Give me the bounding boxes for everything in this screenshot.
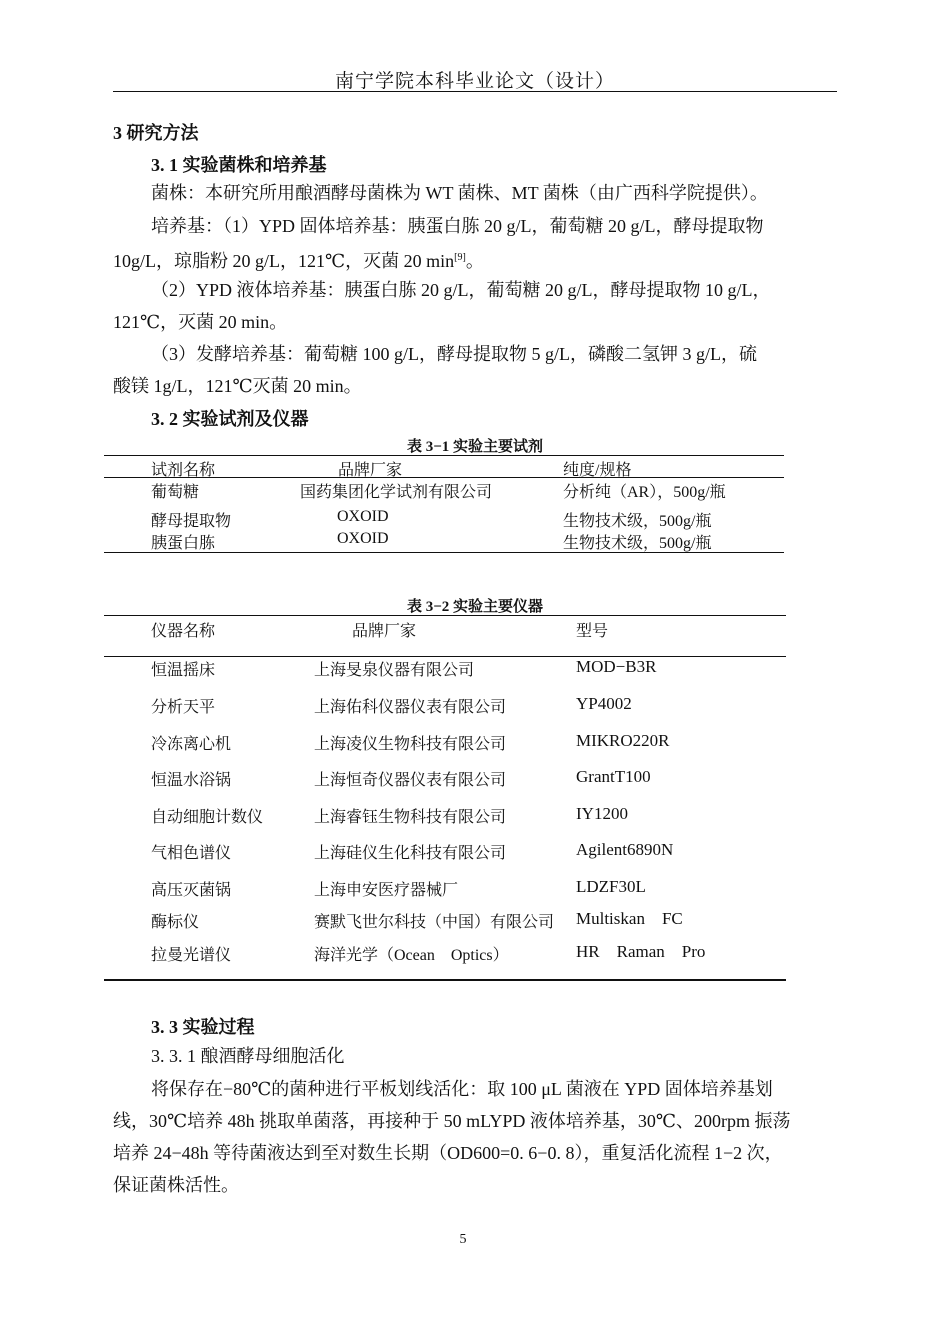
table2-cell: MOD−B3R — [576, 657, 657, 676]
table1-cell: 国药集团化学试剂有限公司 — [300, 484, 493, 501]
table2-cell: LDZF30L — [576, 877, 646, 896]
activation-line4: 保证菌株活性。 — [113, 1175, 239, 1195]
strains-paragraph: 菌株：本研究所用酿酒酵母菌株为 WT 菌株、MT 菌株（由广西科学院提供）。 — [151, 183, 768, 203]
table1-cell: 分析纯（AR），500g/瓶 — [563, 484, 726, 501]
table2-cell: 上海申安医疗器械厂 — [314, 882, 459, 899]
table2-cell: 上海佑科仪器仪表有限公司 — [314, 699, 507, 716]
table1-bottom-rule — [104, 552, 784, 553]
table2-cell: 海洋光学（Ocean Optics） — [314, 947, 509, 964]
table1-cell: OXOID — [337, 508, 389, 525]
table2-cell: YP4002 — [576, 694, 632, 713]
page-number: 5 — [459, 1232, 467, 1247]
table1-cell: 胰蛋白胨 — [151, 535, 216, 552]
media1-line2: 10g/L，琼脂粉 20 g/L，121℃，灭菌 20 min[9]。 — [113, 251, 484, 271]
table2-header-model: 型号 — [576, 623, 609, 640]
table2-cell: 恒温水浴锅 — [151, 772, 232, 789]
table2-cell: 拉曼光谱仪 — [151, 947, 232, 964]
table2-cell: 赛默飞世尔科技（中国）有限公司 — [314, 914, 555, 931]
table1-header-brand: 品牌厂家 — [338, 462, 403, 479]
running-header: 南宁学院本科毕业论文（设计） — [334, 71, 615, 92]
table1-header-rule — [104, 477, 784, 478]
citation-ref: [9] — [454, 252, 466, 263]
table2-cell: HR Raman Pro — [576, 942, 706, 961]
table2-cell: 自动细胞计数仪 — [151, 809, 264, 826]
media2-line1: （2）YPD 液体培养基：胰蛋白胨 20 g/L，葡萄糖 20 g/L，酵母提取物 10 g/L， — [151, 280, 771, 300]
activation-line2: 线，30℃培养 48h 挑取单菌落，再接种于 50 mLYPD 液体培养基，30℃、200rpm 振荡 — [113, 1111, 791, 1131]
table2-cell: 上海凌仪生物科技有限公司 — [314, 736, 507, 753]
table2-cell: MIKRO220R — [576, 731, 670, 750]
table1-header-name: 试剂名称 — [151, 462, 216, 479]
media3-line1: （3）发酵培养基：葡萄糖 100 g/L，酵母提取物 5 g/L，磷酸二氢钾 3 g/L，硫 — [151, 344, 757, 364]
section-title: 3 研究方法 — [113, 123, 199, 143]
subsection-3-3-title: 3. 3 实验过程 — [151, 1017, 255, 1037]
header-rule — [113, 91, 837, 92]
table2-cell: Agilent6890N — [576, 840, 674, 859]
media3-line2: 酸镁 1g/L，121℃灭菌 20 min。 — [113, 376, 362, 396]
table2-cell: 上海睿钰生物科技有限公司 — [314, 809, 507, 826]
table2-cell: 分析天平 — [151, 699, 216, 716]
table2-top-rule — [104, 615, 786, 616]
table1-header-spec: 纯度/规格 — [563, 462, 632, 479]
subsection-3-2-title: 3. 2 实验试剂及仪器 — [151, 409, 309, 429]
table2-cell: 上海硅仪生化科技有限公司 — [314, 845, 507, 862]
table2-cell: Multiskan FC — [576, 909, 683, 928]
table1-cell: 生物技术级，500g/瓶 — [563, 513, 712, 530]
table2-cell: 高压灭菌锅 — [151, 882, 232, 899]
table1-caption: 表 3−1 实验主要试剂 — [406, 439, 544, 455]
table2-cell: GrantT100 — [576, 767, 651, 786]
table2-header-name: 仪器名称 — [151, 623, 216, 640]
subsection-3-1-title: 3. 1 实验菌株和培养基 — [151, 155, 327, 175]
media2-line2: 121℃，灭菌 20 min。 — [113, 312, 288, 332]
table2-cell: 上海恒奇仪器仪表有限公司 — [314, 772, 507, 789]
table1-cell: 酵母提取物 — [151, 513, 232, 530]
table2-header-brand: 品牌厂家 — [352, 623, 417, 640]
table2-cell: IY1200 — [576, 804, 628, 823]
media1-line1: 培养基：（1）YPD 固体培养基：胰蛋白胨 20 g/L，葡萄糖 20 g/L，酵母提取物 — [151, 216, 764, 236]
table2-cell: 恒温摇床 — [151, 662, 216, 679]
table1-cell: 生物技术级，500g/瓶 — [563, 535, 712, 552]
table1-top-rule — [104, 455, 784, 456]
table2-cell: 气相色谱仪 — [151, 845, 232, 862]
table2-cell: 上海旻泉仪器有限公司 — [314, 662, 475, 679]
table2-bottom-rule — [104, 979, 786, 981]
table2-caption: 表 3−2 实验主要仪器 — [406, 599, 544, 615]
activation-line3: 培养 24−48h 等待菌液达到至对数生长期（OD600=0. 6−0. 8），重复活化流程 1−2 次， — [113, 1143, 783, 1163]
table2-cell: 酶标仪 — [151, 914, 200, 931]
table1-cell: 葡萄糖 — [151, 484, 200, 501]
table1-cell: OXOID — [337, 530, 389, 547]
activation-line1: 将保存在−80℃的菌种进行平板划线活化：取 100 μL 菌液在 YPD 固体培养基划 — [151, 1079, 773, 1099]
table2-cell: 冷冻离心机 — [151, 736, 232, 753]
subsection-3-3-1-title: 3. 3. 1 酿酒酵母细胞活化 — [151, 1046, 345, 1066]
